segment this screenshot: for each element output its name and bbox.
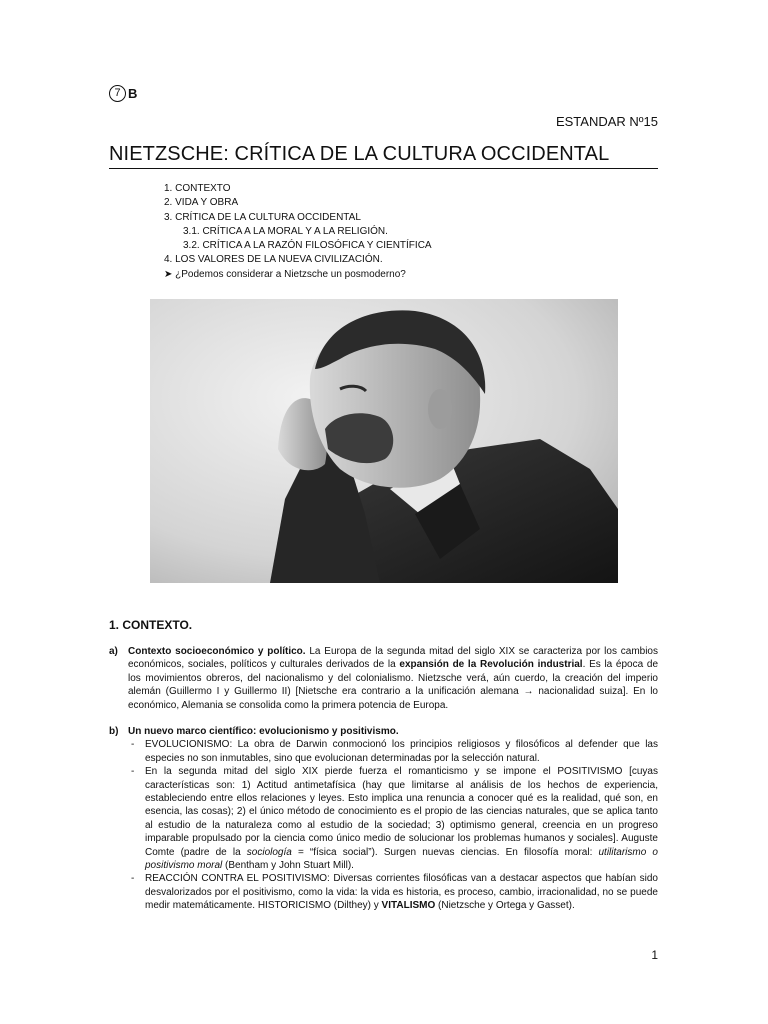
circled-number: 7 bbox=[109, 85, 126, 102]
paragraph-b bbox=[109, 725, 658, 913]
paragraph-label: b) bbox=[109, 726, 119, 737]
document-title: NIETZSCHE: CRÍTICA DE LA CULTURA OCCIDENTAL bbox=[109, 143, 658, 169]
section-marker bbox=[109, 85, 137, 102]
paragraph-label: a) bbox=[109, 646, 118, 657]
paragraph-title: Contexto socioeconómico y político. bbox=[128, 646, 306, 657]
section-heading: 1. CONTEXTO. bbox=[109, 618, 193, 632]
toc-item: 4. LOS VALORES DE LA NUEVA CIVILIZACIÓN. bbox=[164, 254, 383, 266]
toc-item: 1. CONTEXTO bbox=[164, 183, 231, 194]
portrait-photo bbox=[150, 299, 618, 583]
page-number: 1 bbox=[651, 948, 658, 962]
list-item: - REACCIÓN CONTRA EL POSITIVISMO: Diversas corrientes filosóficas van a destacar aspectos que habían sido desvalorizados por el positivismo, como la vida: la vida es historia, es proceso, cambio, irracionalidad, no se puede medir matemáticamente. HISTORICISMO (Dilthey) y VITALISMO (Nietzsche y Ortega y Gasset). bbox=[128, 872, 658, 912]
list-item: - En la segunda mitad del siglo XIX pierde fuerza el romanticismo y se impone el POSITIVISMO [cuyas características son: 1) Actitud antimetafísica (hay que limitarse al análisis de los hechos de experiencia, estableciendo entre ellos relaciones y leyes. Esto implica una renuncia a conocer qué es la realidad, qué son, en esencia, las cosas); 2) el único método de conocimiento es el propio de las ciencias naturales, que se aplica tanto al estudio de la naturaleza como al estudio de la sociedad; 3) optimismo general, creencia en un progreso imparable propulsado por la ciencia como único medio de solucionar los problemas humanos y sociales]. Auguste Comte (padre de la sociología = “física social”). Surgen nuevas ciencias. En filosofía moral: utilitarismo o positivismo moral (Bentham y John Stuart Mill). bbox=[128, 765, 658, 872]
toc-item: ➤ ¿Podemos considerar a Nietzsche un posmoderno? bbox=[164, 268, 406, 280]
section-letter: B bbox=[128, 86, 138, 101]
paragraph-title: Un nuevo marco científico: evolucionismo y positivismo. bbox=[128, 726, 399, 737]
toc-item: 3.2. CRÍTICA A LA RAZÓN FILOSÓFICA Y CIENTÍFICA bbox=[183, 240, 432, 252]
list-item: - EVOLUCIONISMO: La obra de Darwin conmocionó los principios religiosos y filosóficos al defender que las especies no son inmutables, sino que evolucionan determinadas por la selección natural. bbox=[128, 738, 658, 765]
standard-label: ESTANDAR Nº15 bbox=[555, 114, 658, 129]
toc-item: 2. VIDA Y OBRA bbox=[164, 197, 239, 209]
bullet-list bbox=[128, 738, 658, 912]
paragraph-a: a) Contexto socioeconómico y político. La Europa de la segunda mitad del siglo XIX se caracteriza por los cambios económicos, sociales, políticos y culturales derivados de la expansión de la Revolución industrial. Es la época de los movimientos obreros, del nacionalismo y del colonialismo. Nietzsche verá, aún cuerdo, la creación del imperio alemán (Guillermo I y Guillermo II) [Nietsche era contrario a la unificación alemana → nacionalidad suiza]. En lo económico, Alemania se consolida como la primera potencia de Europa. bbox=[109, 646, 658, 711]
table-of-contents bbox=[164, 182, 432, 282]
toc-item: 3. CRÍTICA DE LA CULTURA OCCIDENTAL bbox=[164, 211, 361, 223]
toc-item: 3.1. CRÍTICA A LA MORAL Y A LA RELIGIÓN. bbox=[183, 225, 388, 237]
